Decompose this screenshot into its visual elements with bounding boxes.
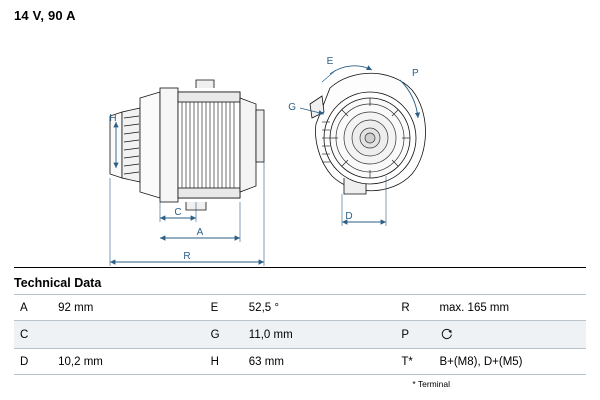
row2-key3: T*: [395, 349, 433, 375]
row0-val2: 52,5 °: [243, 295, 396, 321]
row1-val2: 11,0 mm: [243, 321, 396, 349]
row1-key3: P: [395, 321, 433, 349]
pulley-rotation-icon: [439, 326, 455, 343]
product-diagram: [0, 26, 600, 266]
row2-val1: 10,2 mm: [52, 349, 205, 375]
terminal-footnote: * Terminal: [412, 379, 450, 389]
label-r: R: [183, 251, 191, 262]
alternator-side-view: [110, 80, 264, 210]
section-divider: [14, 267, 586, 268]
row0-val3: max. 165 mm: [433, 295, 586, 321]
page-title: 14 V, 90 A: [14, 8, 76, 23]
row1-val3: [433, 321, 586, 349]
row0-key3: R: [395, 295, 433, 321]
tech-data-table: [14, 294, 586, 375]
row1-key2: G: [205, 321, 243, 349]
row0-key2: E: [205, 295, 243, 321]
label-h: H: [109, 113, 117, 124]
label-c: C: [174, 207, 182, 218]
label-d: D: [345, 211, 353, 222]
table-row: [14, 295, 586, 321]
row2-val3: B+(M8), D+(M5): [433, 349, 586, 375]
table-row: [14, 321, 586, 349]
label-a: A: [196, 227, 204, 238]
row1-key1: C: [14, 321, 52, 349]
row1-val1: [52, 321, 205, 349]
table-row: [14, 349, 586, 375]
label-e: E: [326, 56, 334, 67]
alternator-front-view: [310, 73, 426, 194]
label-g: G: [288, 102, 296, 113]
label-p: P: [412, 68, 419, 79]
row2-key2: H: [205, 349, 243, 375]
row2-val2: 63 mm: [243, 349, 396, 375]
row2-key1: D: [14, 349, 52, 375]
row0-key1: A: [14, 295, 52, 321]
tech-data-title: Technical Data: [14, 276, 102, 290]
row0-val1: 92 mm: [52, 295, 205, 321]
